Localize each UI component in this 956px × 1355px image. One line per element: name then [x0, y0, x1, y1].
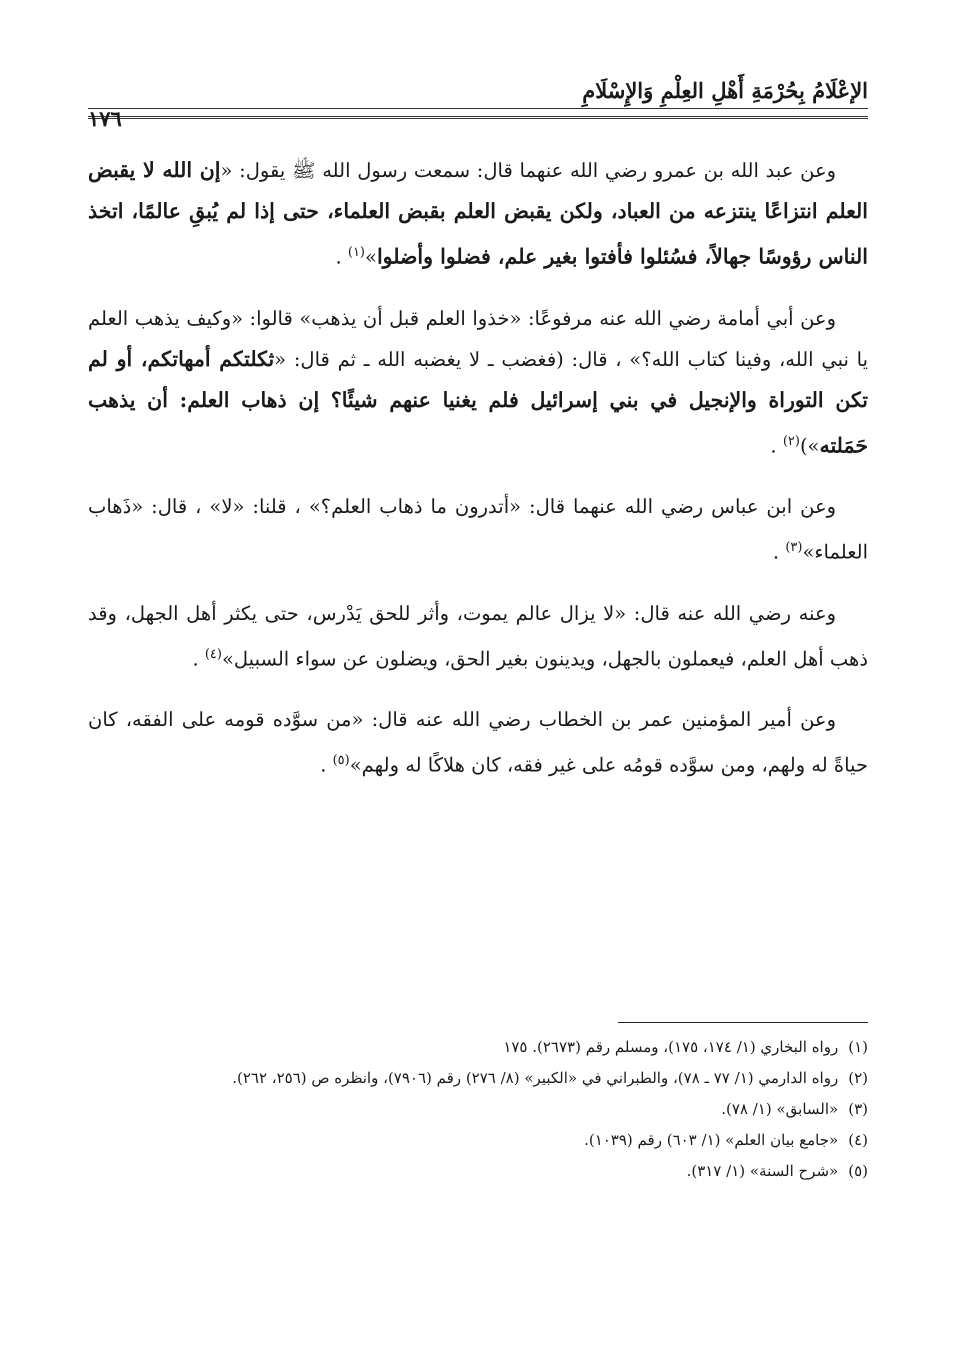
footnotes	[88, 1032, 868, 1187]
header-rule	[88, 108, 868, 109]
footnote-2	[88, 1063, 868, 1094]
footnote-separator	[618, 1022, 868, 1023]
footnote-text: «شرح السنة» (١/ ٣١٧).	[686, 1162, 839, 1180]
footnote-number: (٣)	[848, 1100, 868, 1118]
paragraph-4	[88, 593, 868, 680]
running-head-book-title: الإعْلَامُ بِحُرْمَةِ أَهْلِ العِلْمِ وَالإِسْلَامِ	[582, 78, 868, 103]
footnote-1	[88, 1032, 868, 1063]
footnote-3	[88, 1094, 868, 1125]
paragraph-text: »	[365, 245, 377, 269]
footnote-ref: (٤)	[204, 646, 222, 662]
paragraph-text: وعنه رضي الله عنه قال: «لا يزال عالم يموت، وأثر للحق يَدْرس، حتى يكثر أهل الجهل، وقد ذهب أهل العلم، فيعملون بالجهل، ويدينون بغير الحق، ويضلون عن سواء السبيل»	[88, 601, 868, 670]
footnote-4	[88, 1125, 868, 1156]
paragraph-end: .	[335, 245, 348, 269]
footnote-number: (٢)	[848, 1069, 868, 1087]
paragraph-end: .	[192, 647, 205, 670]
paragraph-2	[88, 298, 868, 467]
paragraph-text: »)	[799, 434, 820, 457]
paragraph-text: وعن أمير المؤمنين عمر بن الخطاب رضي الله عنه قال: «من سوَّده قومه على الفقه، كان حياةً له ولهم، ومن سوَّده قومُه على غير فقه، كان هلاكًا له ولهم»	[88, 708, 868, 777]
footnote-text: رواه البخاري (١/ ١٧٤، ١٧٥)، ومسلم رقم (٢٦٧٣). ١٧٥	[503, 1038, 839, 1056]
footnote-number: (٥)	[848, 1162, 868, 1180]
header-rule-double	[88, 116, 868, 119]
footnote-5	[88, 1156, 868, 1187]
hadith-quote-bold: ثكلتكم أمهاتكم، أو لم تكن التوراة والإنجيل في بني إسرائيل فلم يغنيا عنهم شيئًا؟ إن ذهاب العلم: أن يذهب حَمَلته	[88, 346, 868, 457]
footnote-ref: (٢)	[782, 433, 800, 449]
footnote-text: رواه الدارمي (١/ ٧٧ ـ ٧٨)، والطبراني في «الكبير» (٨/ ٢٧٦) رقم (٧٩٠٦)، وانظره ص (٢٥٦، ٢٦٢).	[232, 1069, 839, 1087]
paragraph-end: .	[320, 753, 333, 777]
paragraph-end: .	[772, 540, 786, 564]
paragraph-end: .	[770, 434, 783, 457]
page-number: ١٧٦	[88, 106, 122, 131]
paragraph-text: وعن أبي أمامة رضي الله عنه مرفوعًا: «خذوا العلم قبل أن يذهب» قالوا: «وكيف يذهب العلم يا نبي الله، وفينا كتاب الله؟» ، قال: (فغضب ـ لا يغضبه الله ـ ثم قال: «	[88, 306, 868, 371]
paragraph-text: وعن ابن عباس رضي الله عنهما قال: «أتدرون ما ذهاب العلم؟» ، قلنا: «لا» ، قال: «ذَهاب العلماء»	[88, 495, 868, 564]
footnote-ref: (١)	[347, 245, 365, 260]
page-header	[88, 78, 868, 138]
paragraph-text: وعن عبد الله بن عمرو رضي الله عنهما قال: سمعت رسول الله ﷺ يقول: «	[220, 159, 836, 182]
hadith-quote-bold: إن الله لا يقبض العلم انتزاعًا ينتزعه من العباد، ولكن يقبض العلم بقبض العلماء، حتى إذا لم يُبقِ عالمًا، اتخذ الناس رؤوسًا جهالاً، فسُئلوا فأفتوا بغير علم، فضلوا وأضلوا	[88, 158, 868, 269]
footnote-number: (١)	[848, 1038, 868, 1056]
footnote-text: «جامع بيان العلم» (١/ ٦٠٣) رقم (١٠٣٩).	[584, 1131, 839, 1149]
footnote-text: «السابق» (١/ ٧٨).	[721, 1100, 839, 1118]
paragraph-1	[88, 150, 868, 278]
footnote-number: (٤)	[848, 1131, 868, 1149]
paragraph-5	[88, 699, 868, 786]
paragraph-3	[88, 486, 868, 573]
main-text	[88, 150, 868, 806]
footnote-ref: (٣)	[785, 540, 803, 555]
footnote-ref: (٥)	[332, 753, 350, 768]
